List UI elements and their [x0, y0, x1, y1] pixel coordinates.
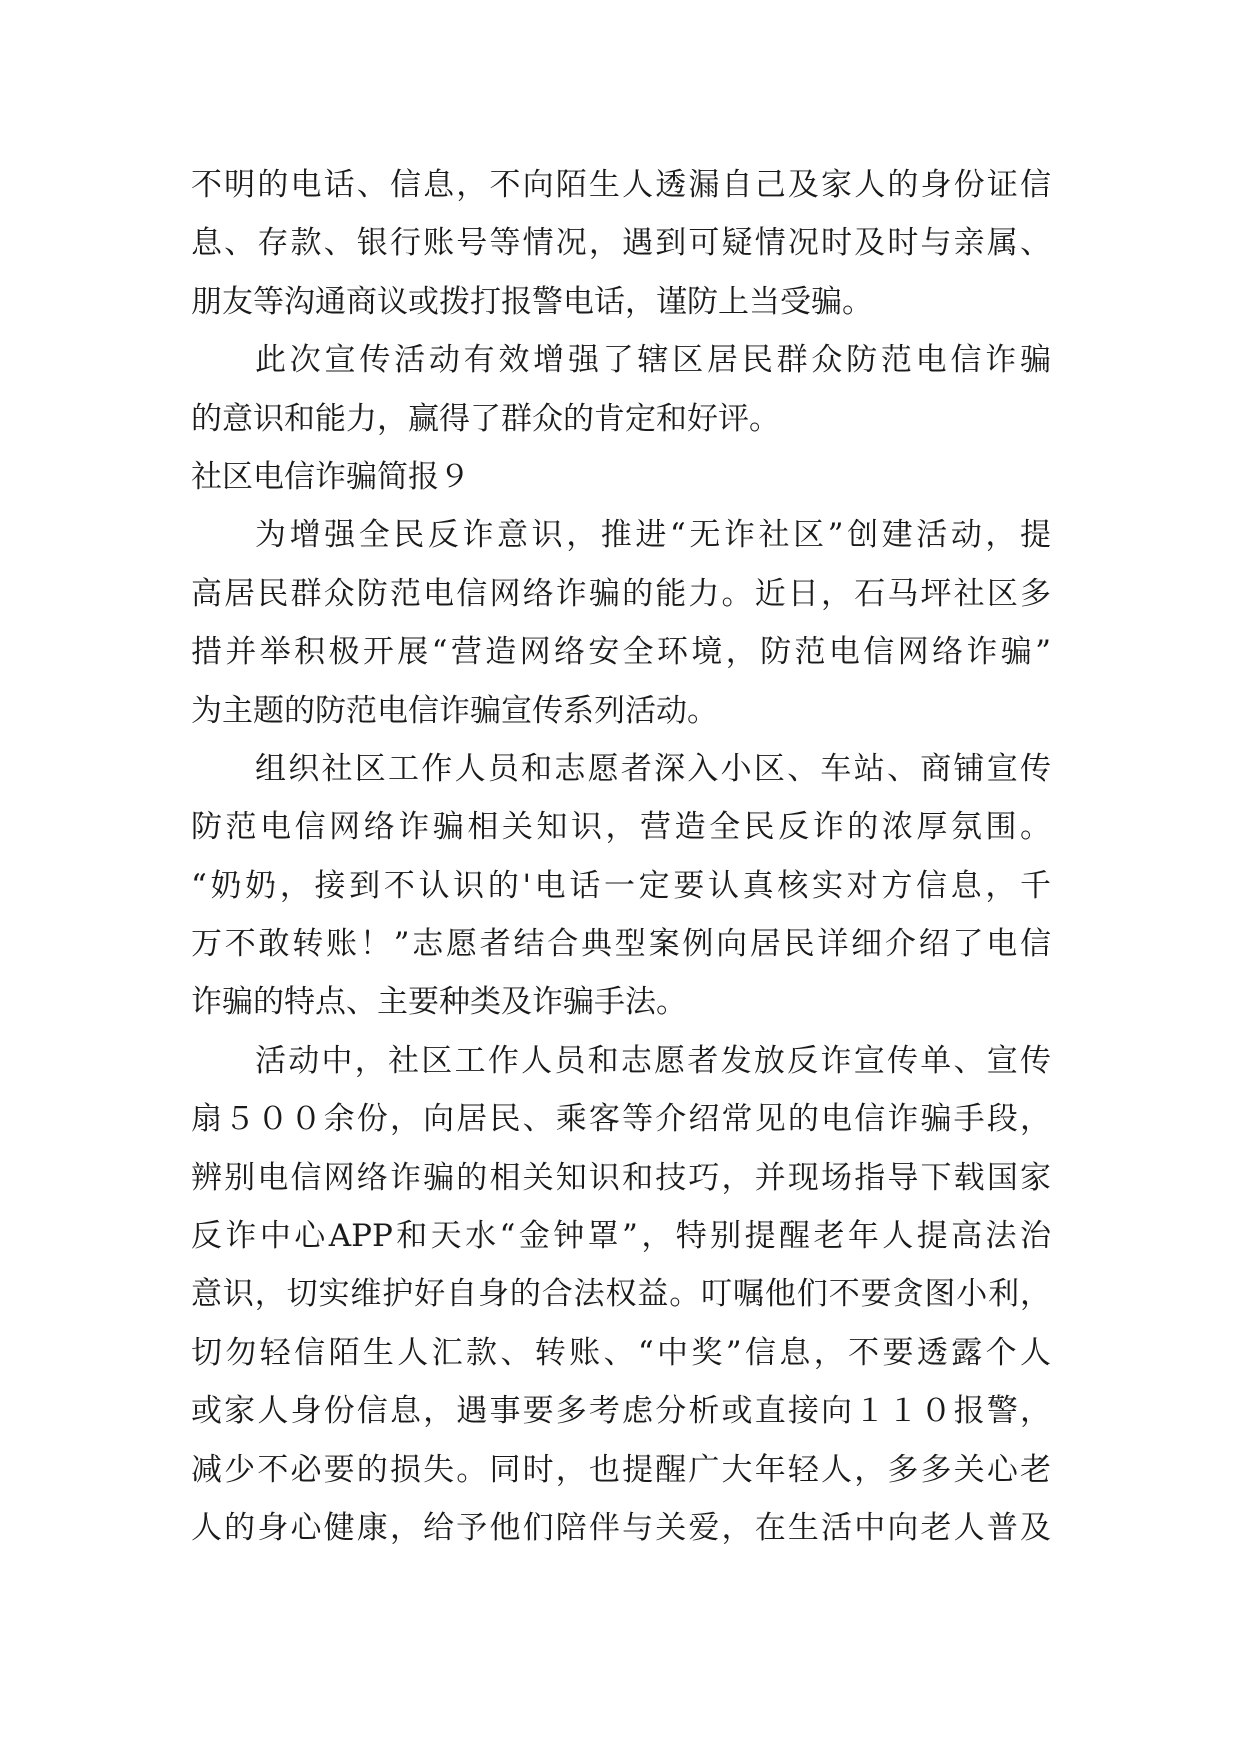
text-line: 切勿轻信陌生人汇款、转账、“中奖”信息，不要透露个人	[191, 1334, 1051, 1371]
text-line: 的意识和能力，赢得了群众的肯定和好评。	[191, 400, 780, 437]
text-line: 组织社区工作人员和志愿者深入小区、车站、商铺宣传	[255, 750, 1051, 787]
text-line: 诈骗的特点、主要种类及诈骗手法。	[191, 984, 687, 1021]
text-line: 扇５００余份，向居民、乘客等介绍常见的电信诈骗手段，	[191, 1101, 1051, 1138]
text-line: 措并举积极开展“营造网络安全环境，防范电信网络诈骗”	[191, 634, 1051, 671]
text-line: 人的身心健康，给予他们陪伴与关爱，在生活中向老人普及	[191, 1509, 1051, 1546]
text-line: 或家人身份信息，遇事要多考虑分析或直接向１１０报警，	[191, 1393, 1051, 1430]
text-line: 反诈中心APP和天水“金钟罩”，特别提醒老年人提高法治	[191, 1218, 1051, 1255]
text-line: 活动中，社区工作人员和志愿者发放反诈宣传单、宣传	[255, 1042, 1051, 1079]
text-line: “奶奶，接到不认识的'电话一定要认真核实对方信息，千	[191, 867, 1051, 904]
text-line: 辨别电信网络诈骗的相关知识和技巧，并现场指导下载国家	[191, 1159, 1051, 1196]
text-line: 高居民群众防范电信网络诈骗的能力。近日，石马坪社区多	[191, 575, 1051, 612]
text-line: 意识，切实维护好自身的合法权益。叮嘱他们不要贪图小利，	[191, 1276, 1051, 1313]
text-line: 息、存款、银行账号等情况，遇到可疑情况时及时与亲属、	[191, 225, 1051, 262]
text-line: 为主题的防范电信诈骗宣传系列活动。	[191, 692, 718, 729]
text-line: 此次宣传活动有效增强了辖区居民群众防范电信诈骗	[255, 342, 1051, 379]
text-line: 不明的电话、信息，不向陌生人透漏自己及家人的身份证信	[191, 167, 1051, 203]
text-line: 朋友等沟通商议或拨打报警电话，谨防上当受骗。	[191, 283, 873, 320]
text-line: 防范电信网络诈骗相关知识，营造全民反诈的浓厚氛围。	[191, 809, 1051, 846]
text-line: 为增强全民反诈意识，推进“无诈社区”创建活动，提	[255, 517, 1051, 554]
text-line: 减少不必要的损失。同时，也提醒广大年轻人，多多关心老	[191, 1451, 1051, 1488]
text-line: 万不敢转账！”志愿者结合典型案例向居民详细介绍了电信	[191, 926, 1051, 963]
section-heading: 社区电信诈骗简报９	[191, 458, 470, 495]
document-body	[191, 156, 1051, 1557]
